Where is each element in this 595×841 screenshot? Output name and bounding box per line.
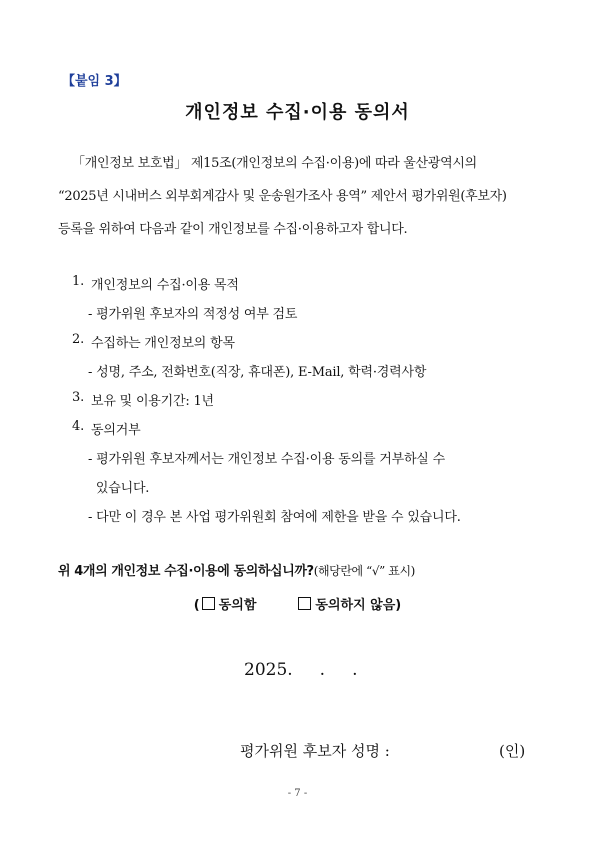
choices-open-paren: ( (193, 598, 200, 613)
item-2-detail: - 성명, 주소, 전화번호(직장, 휴대폰), E-Mail, 학력·경력사항 (88, 365, 427, 380)
page-number: - 7 - (287, 788, 308, 799)
page-title: 개인정보 수집·이용 동의서 (185, 102, 410, 123)
consent-question-hint: (해당란에 “√” 표시) (313, 564, 415, 578)
signature-label: 평가위원 후보자 성명 : (240, 742, 390, 760)
disagree-checkbox[interactable] (298, 597, 311, 610)
date-line: 2025. . . (244, 660, 358, 680)
consent-choices (0, 594, 595, 613)
item-4-heading: 동의거부 (91, 423, 141, 438)
item-3-heading: 보유 및 이용기간: 1년 (91, 394, 214, 409)
item-1-heading: 개인정보의 수집·이용 목적 (91, 278, 239, 293)
attachment-label: 【붙임 3】 (62, 74, 127, 89)
item-1-detail: - 평가위원 후보자의 적정성 여부 검토 (88, 307, 298, 322)
item-4-detail-2: 있습니다. (88, 481, 150, 496)
item-4-detail-1: - 평가위원 후보자께서는 개인정보 수집·이용 동의를 거부하실 수 (88, 452, 445, 467)
intro-line-1: 「개인정보 보호법」 제15조(개인정보의 수집·이용)에 따라 울산광역시의 (72, 156, 477, 171)
item-3-number: 3. (72, 390, 85, 405)
item-1-number: 1. (72, 274, 85, 289)
agree-checkbox[interactable] (202, 597, 215, 610)
choices-close-paren: ) (395, 598, 402, 613)
consent-question (58, 560, 415, 579)
agree-label: 동의함 (218, 598, 257, 613)
item-4-detail-3: - 다만 이 경우 본 사업 평가위원회 참여에 제한을 받을 수 있습니다. (88, 510, 461, 525)
consent-question-text: 위 4개의 개인정보 수집·이용에 동의하십니까? (58, 564, 314, 579)
intro-line-2: “2025년 시내버스 외부회계감사 및 운송원가조사 용역” 제안서 평가위원(후보자) (58, 189, 507, 204)
item-4-number: 4. (72, 419, 85, 434)
item-2-heading: 수집하는 개인정보의 항목 (91, 336, 235, 351)
intro-line-3: 등록을 위하여 다음과 같이 개인정보를 수집·이용하고자 합니다. (58, 222, 408, 237)
item-2-number: 2. (72, 332, 85, 347)
signature-seal: (인) (499, 742, 526, 760)
disagree-label: 동의하지 않음 (315, 598, 396, 613)
